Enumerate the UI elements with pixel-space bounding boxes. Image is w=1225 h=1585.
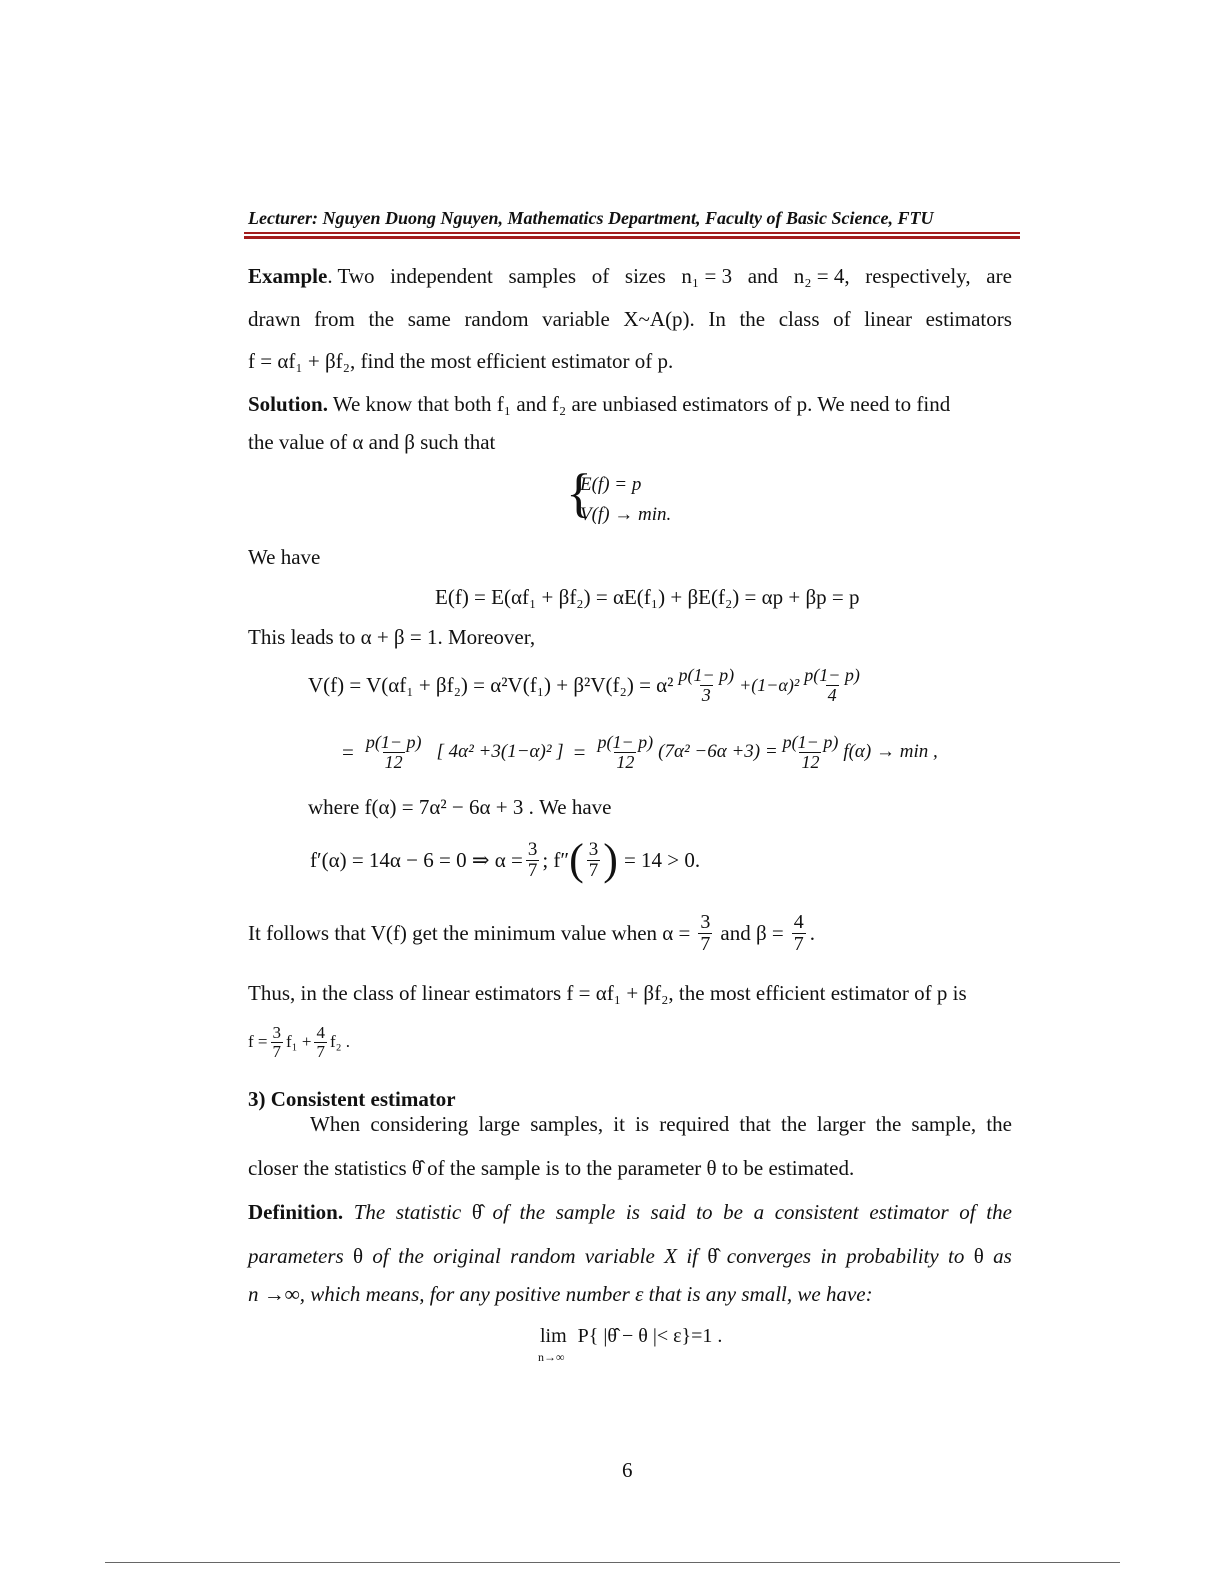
solution-line-2: the value of α and β such that [248,430,496,454]
expectation-equation: E(f) = E(αf₁ + βf₂) = αE(f₁) + βE(f₂) = αp + βp = p [435,585,860,609]
we-have-1: We have [248,545,321,569]
alpha-value-frac: $\frac{3}{7}$ [700,911,711,955]
solution-label: Solution. [248,392,328,416]
limit-subscript: n→∞ [538,1350,565,1364]
variance-frac-5: $\frac{p(1- p)}{12}$ [782,732,839,772]
variance-frac-4: $\frac{p(1- p)}{12}$ [597,732,654,772]
final-frac-1: $\frac{3}{7}$ [272,1023,281,1061]
example-line-1: Example. Two independent samples of sizes n₁ = 3 and n₂ = 4, respectively, are [248,264,1012,288]
variance-line-2: = $\frac{p(1- p)}{12}$ [ 4α² +3(1−α)² ] = $\frac{p(1- p)}{12}$ (7α² −6α +3) = $\frac{p(1- p)}{12}$ f(α) → min , [342,732,938,772]
example-line-2: drawn from the same random variable X~A(p). In the class of linear estimators [248,307,1012,331]
second-derivative-frac: $\frac{3}{7}$ [588,838,599,881]
consistent-line-2: closer the statistics θ̂ of the sample is to the parameter θ to be estimated. [248,1156,855,1180]
example-label: Example [248,264,328,288]
follows-line: It follows that V(f) get the minimum value when α = $\frac{3}{7}$ and β = $\frac{4}{7}$ . [248,911,815,955]
thus-line: Thus, in the class of linear estimators f = αf₁ + βf₂, the most efficient estimator of p is [248,981,967,1005]
leads-to-line: This leads to α + β = 1. Moreover, [248,625,536,649]
variance-frac-2: $\frac{p(1- p)}{4}$ [804,665,860,705]
page-header: Lecturer: Nguyen Duong Nguyen, Mathematics Department, Faculty of Basic Science, FTU [248,208,934,228]
page-number: 6 [622,1458,633,1482]
example-line-3: f = αf₁ + βf₂, find the most efficient estimator of p. [248,349,674,373]
footer-rule [105,1562,1120,1563]
limit-formula: lim P{ |θ̂ − θ |< ε}=1 . [540,1325,723,1347]
section-title: 3) Consistent estimator [248,1087,456,1111]
document-page: Lecturer: Nguyen Duong Nguyen, Mathematics Department, Faculty of Basic Science, FTU Example. Two independent samples of sizes n₁ = 3 and n₂ = 4, respectively, are drawn from the same random variable X~A(p). In the class of linear estimators f = αf₁ + βf₂, find the most efficient estimator of p. Solution. We know that both f₁ and f₂ are unbiased estimators of p. We need to find the value of α and β such that { E(f) = p V(f) → min. We have E(f) = E(αf₁ + βf₂) = αE(f₁) + βE(f₂) = αp + βp = p This leads to α + β = 1. Moreover, V(f) = V(αf₁ + βf₂) = α²V(f₁) + β²V(f₂) = α² $\frac{p(1- p)}{3}$ +(1−α)² $\frac{p(1- p)}{4}$ = $\frac{p(1- p)}{12}$ [ 4α² +3(1−α)² ] = $\frac{p(1- p)}{12}$ (7α² −6α +3) = $\frac{p(1- p)}{12}$ f(α) → min , where f(α) = 7α² − 6α + 3 . We have f′(α) = 14α − 6 = 0 ⇒ α = $\frac{3}{7}$ ; f″ ( $\frac{3}{7}$ ) = 14 > 0. It follows that V(f) get the minimum value when α = $\frac{3}{7}$ and β = $\frac{4}{7}$ . Thus, in the class of linear estimators f = αf₁ + βf₂, the most efficient estimator of p is f = $\frac{3}{7}$ f₁ + $\frac{4}{7}$ f₂ . 3) Consistent estimator When considering large samples, it is required that the larger the sample, the closer the statistics θ̂ of the sample is to the parameter θ to be estimated. Definition. The statistic θ̂ of the sample is said to be a consistent estimator of the parameters θ of the original random variable X if θ̂ converges in probability to θ as n →∞, which means, for any positive number ε that is any small, we have: lim P{ |θ̂ − θ |< ε}=1 . n→∞ 6 [0,0,1225,1585]
beta-value-frac: $\frac{4}{7}$ [793,911,804,955]
variance-line-1: V(f) = V(αf₁ + βf₂) = α²V(f₁) + β²V(f₂) = α² $\frac{p(1- p)}{3}$ +(1−α)² $\frac{p(1- p)}{4}$ [308,665,860,705]
solution-line-1: Solution. We know that both f₁ and f₂ are unbiased estimators of p. We need to find [248,392,951,416]
header-rule-thick [244,236,1020,239]
definition-line-3: n →∞, which means, for any positive number ε that is any small, we have: [248,1282,873,1306]
definition-label: Definition. [248,1200,344,1224]
header-rule-thin [244,232,1020,234]
where-line: where f(α) = 7α² − 6α + 3 . We have [308,795,612,819]
linear-estimator-formula: f = αf₁ + βf₂, [248,349,356,373]
derivative-line: f′(α) = 14α − 6 = 0 ⇒ α = $\frac{3}{7}$ ; f″ ( $\frac{3}{7}$ ) = 14 > 0. [310,835,701,884]
final-estimator: f = $\frac{3}{7}$ f₁ + $\frac{4}{7}$ f₂ . [248,1023,351,1061]
variance-frac-3: $\frac{p(1- p)}{12}$ [365,732,422,772]
variance-bracket: [ 4α² +3(1−α)² ] [436,741,564,763]
variance-frac-1: $\frac{p(1- p)}{3}$ [678,665,735,705]
consistent-line-1: When considering large samples, it is required that the larger the sample, the [310,1112,1012,1136]
final-frac-2: $\frac{4}{7}$ [316,1023,325,1061]
system-brace: { [566,463,592,523]
alpha-frac: $\frac{3}{7}$ [527,838,538,881]
definition-line-2: parameters θ of the original random variable X if θ̂ converges in probability to θ as [248,1244,1012,1268]
definition-line-1: Definition. The statistic θ̂ of the sample is said to be a consistent estimator of the [248,1200,1012,1224]
